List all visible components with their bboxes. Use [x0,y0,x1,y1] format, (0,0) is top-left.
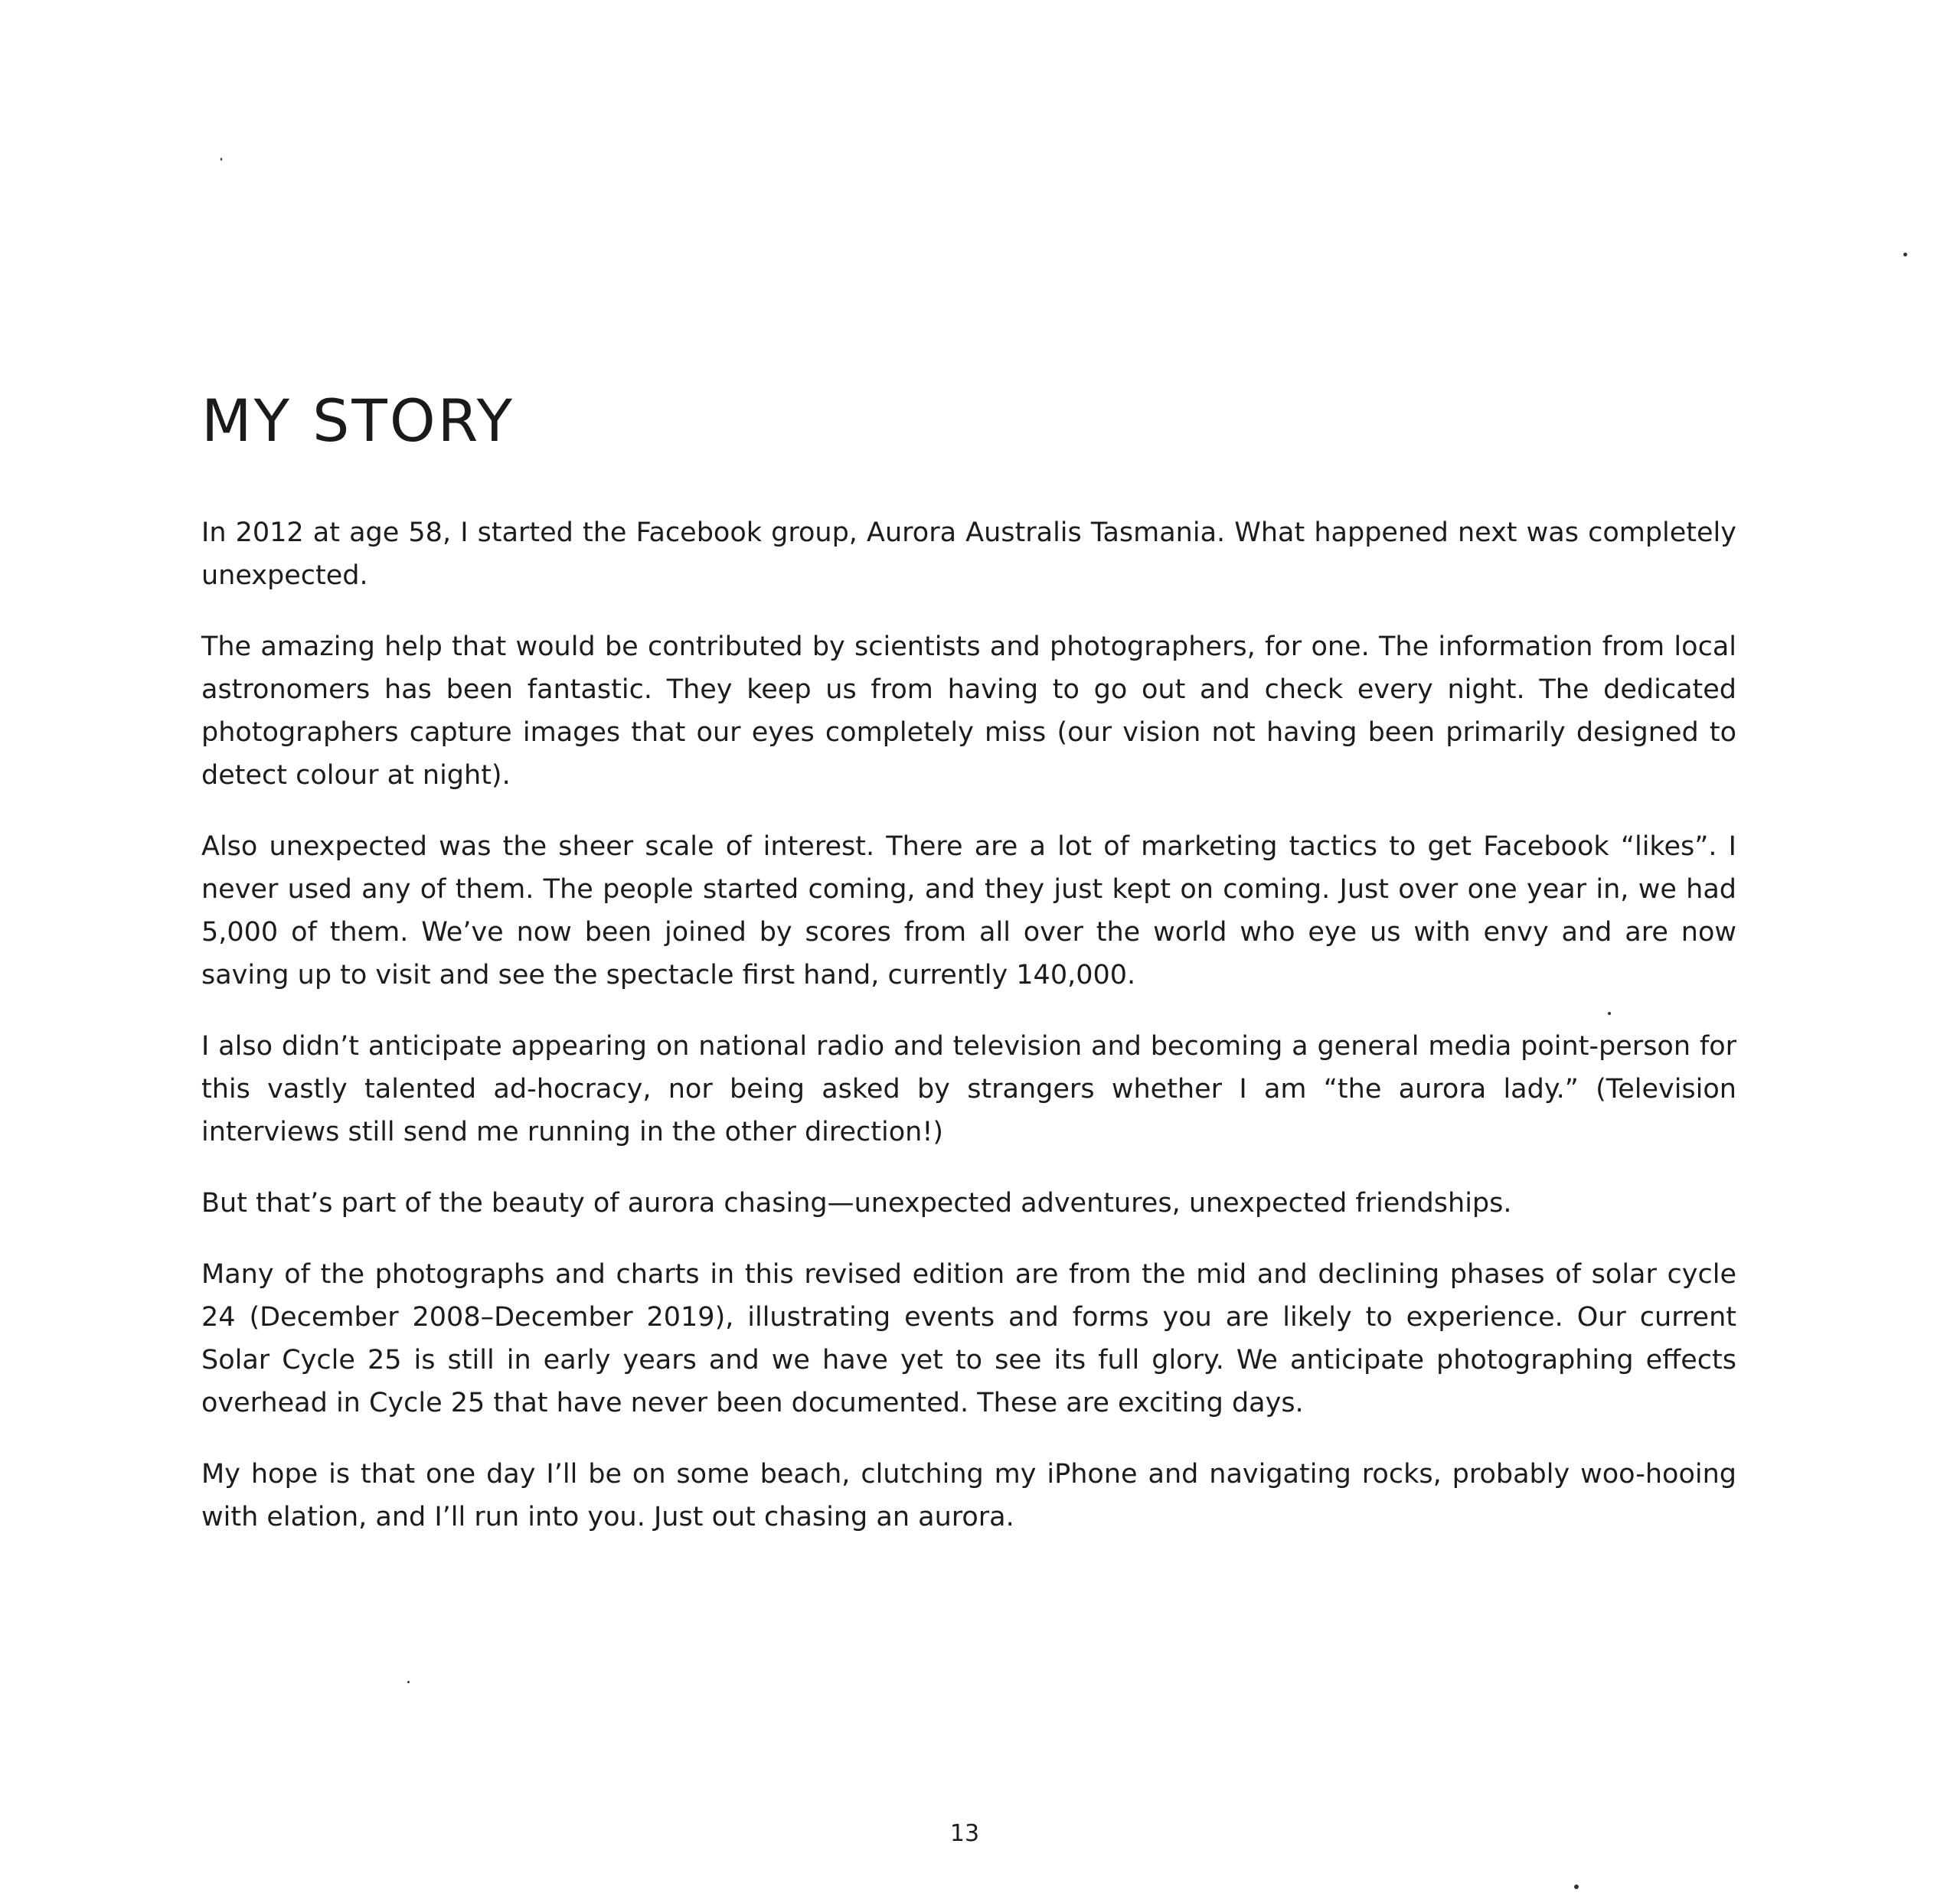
page-title: MY STORY [201,387,515,455]
paragraph-1: In 2012 at age 58, I started the Facebook group, Aurora Australis Tasmania. What happened next was completely unexpected. [201,517,1736,591]
paragraph-4: I also didn’t anticipate appearing on national radio and television and becoming a general media point-person for this vastly talented ad-hocracy, nor being asked by strangers whether I am “the aurora lady.” (Television interviews still send me running in the other direction!) [201,1031,1736,1147]
page-number: 13 [949,1820,980,1847]
scan-speck [220,158,222,161]
body-text [201,511,1736,1567]
scan-speck [1903,253,1907,256]
paragraph-5: But that’s part of the beauty of aurora chasing—unexpected adventures, unexpected friendships. [201,1188,1512,1219]
paragraph-6: Many of the photographs and charts in this revised edition are from the mid and declining phases of solar cycle 24 (December 2008–December 2019), illustrating events and forms you are likely to experience. Our current Solar Cycle 25 is still in early years and we have yet to see its full glory. We anticipate photographing effects overhead in Cycle 25 that have never been documented. These are exciting days. [201,1259,1736,1418]
paragraph-7: My hope is that one day I’ll be on some beach, clutching my iPhone and navigating rocks, probably woo-hooing with elation, and I’ll run into you. Just out chasing an aurora. [201,1459,1736,1532]
paragraph-3: Also unexpected was the sheer scale of interest. There are a lot of marketing tactics to get Facebook “likes”. I never used any of them. The people started coming, and they just kept on coming. Just over one year in, we had 5,000 of them. We’ve now been joined by scores from all over the world who eye us with envy and are now saving up to visit and see the spectacle first hand, currently 140,000. [201,831,1736,990]
scan-speck [1574,1885,1579,1889]
scan-speck [1608,1012,1611,1015]
paragraph-2: The amazing help that would be contributed by scientists and photographers, for one. The information from local astronomers has been fantastic. They keep us from having to go out and check every night. The dedicated photographers capture images that our eyes completely miss (our vision not having been primarily designed to detect colour at night). [201,631,1736,791]
scan-speck [407,1681,410,1683]
